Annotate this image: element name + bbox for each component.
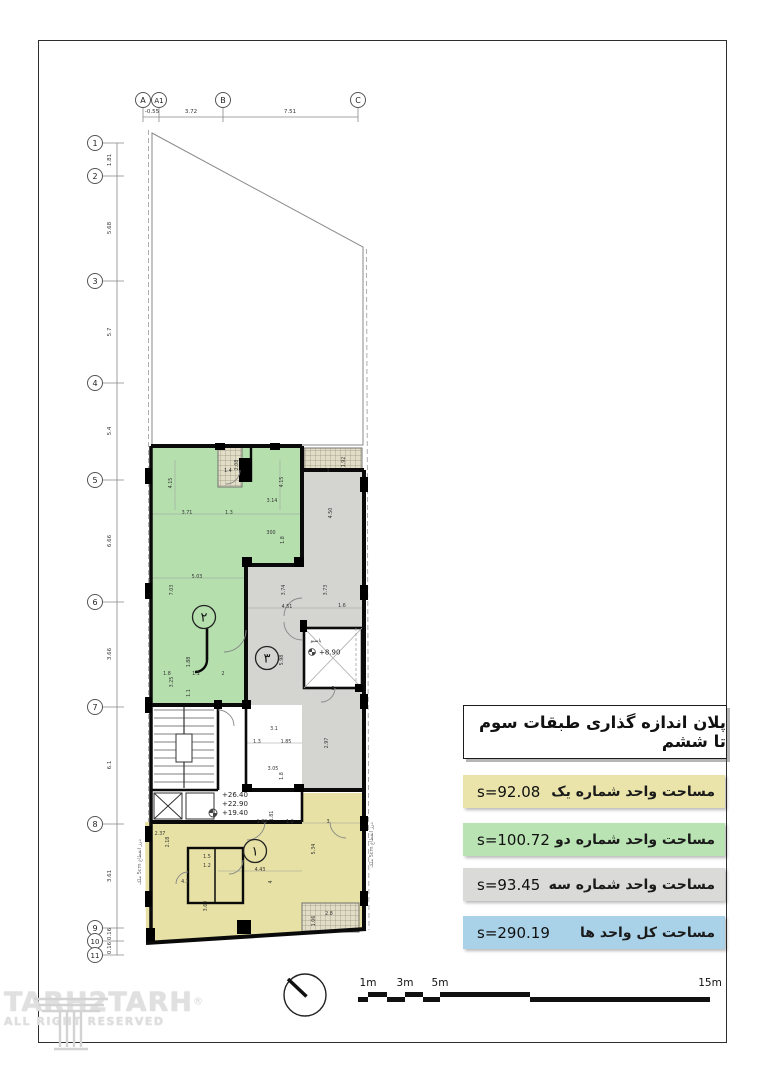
dimension-label: 5.34 bbox=[312, 843, 317, 855]
unit-2-area-label: مساحت واحد شماره دو bbox=[554, 831, 715, 848]
row-dimension: 6.1 bbox=[107, 760, 113, 770]
dimension-label: 1.1 bbox=[187, 689, 192, 697]
title-block bbox=[463, 705, 727, 759]
dimension-label: 4.15 bbox=[280, 476, 285, 488]
row-label: 3 bbox=[92, 277, 98, 286]
dimension-label: 2.8 bbox=[325, 912, 333, 917]
column-label: A1 bbox=[154, 97, 164, 105]
dimension-label: 1.3 bbox=[253, 740, 261, 745]
row-label: 11 bbox=[90, 952, 100, 960]
row-dimension: 3.66 bbox=[107, 647, 113, 661]
dimension-label: 1.4 bbox=[224, 469, 232, 474]
dimension-label: 5.03 bbox=[191, 575, 203, 580]
dimension-label: 3.1 bbox=[270, 727, 278, 732]
column-label: C bbox=[355, 96, 361, 105]
dimension-label: 4.51 bbox=[281, 605, 293, 610]
row-label: 1 bbox=[92, 139, 98, 148]
svg-text:درز انقطاع 5cm ملک: درز انقطاع 5cm ملک bbox=[369, 822, 375, 868]
dimension-label: 3 bbox=[326, 469, 330, 474]
dimension-label: 1.06 bbox=[312, 915, 317, 927]
row-label: 2 bbox=[92, 172, 98, 181]
column-label: B bbox=[220, 96, 226, 105]
row-dimension: 3.61 bbox=[107, 869, 113, 883]
dimension-label: 1.1 bbox=[192, 672, 200, 677]
dimension-label: 3.25 bbox=[170, 676, 175, 688]
dimension-label: 1.89 bbox=[256, 820, 268, 825]
watermark-subtitle: ALL RIGHT RESERVED bbox=[4, 1015, 165, 1028]
registered-mark-icon: ® bbox=[193, 996, 203, 1008]
legend-row-unit-3 bbox=[463, 868, 725, 901]
dimension-label: 3.14 bbox=[266, 499, 278, 504]
row-dimension: 5.68 bbox=[107, 221, 113, 235]
row-label: 4 bbox=[92, 379, 98, 388]
row-dimension: 1.81 bbox=[107, 153, 113, 167]
svg-text:+26.40: +26.40 bbox=[222, 791, 248, 799]
row-dimension: 5.7 bbox=[107, 327, 113, 337]
dimension-label: 3 bbox=[331, 687, 335, 692]
unit-3-area-value: s=93.45 bbox=[477, 875, 541, 894]
legend-row-total bbox=[463, 916, 725, 949]
dimension-label: 1.2 bbox=[203, 864, 211, 869]
scale-bar bbox=[358, 992, 710, 1002]
top-dimension: -0.55 bbox=[144, 109, 160, 115]
dimension-label: 1.8 bbox=[280, 772, 285, 780]
row-label: 9 bbox=[92, 924, 98, 933]
patio-label: پاسیو bbox=[310, 639, 322, 644]
row-label: 5 bbox=[92, 476, 98, 485]
unit-3-area-label: مساحت واحد شماره سه bbox=[548, 876, 715, 893]
scale-label-3m: 3m bbox=[396, 977, 414, 989]
top-dimension: 3.72 bbox=[184, 109, 198, 115]
dimension-label: 7.03 bbox=[170, 584, 175, 596]
dimension-label: 4.15 bbox=[169, 477, 174, 489]
unit-number: ١ bbox=[251, 844, 259, 860]
unit-number: ٢ bbox=[200, 610, 208, 626]
unit-number: ٣ bbox=[263, 651, 271, 667]
scale-label-15m: 15m bbox=[698, 977, 722, 989]
watermark-name: TARH2TARH bbox=[4, 987, 193, 1018]
svg-text:+19.40: +19.40 bbox=[222, 809, 248, 817]
dimension-label: 3.73 bbox=[324, 584, 329, 596]
unit-1-area-label: مساحت واحد شماره یک bbox=[551, 783, 715, 800]
row-dimension: 6.66 bbox=[107, 534, 113, 548]
watermark bbox=[4, 987, 203, 1032]
scale-label-1m: 1m bbox=[359, 977, 377, 989]
dimension-label: 1.88 bbox=[187, 656, 192, 668]
dimension-label: 3 bbox=[326, 820, 330, 825]
total-area-value: s=290.19 bbox=[477, 923, 550, 942]
dimension-label: 1.8 bbox=[163, 672, 171, 677]
dimension-label: 1.8 bbox=[281, 536, 286, 544]
top-dimension: 7.51 bbox=[283, 109, 297, 115]
dimension-label: 1.2 bbox=[286, 820, 294, 825]
scale-label-5m: 5m bbox=[431, 977, 449, 989]
dimension-label: 3.05 bbox=[267, 767, 279, 772]
dimension-label: 5.98 bbox=[280, 654, 285, 666]
legend-row-unit-2 bbox=[463, 823, 725, 856]
dimension-label: 3.63 bbox=[204, 900, 209, 912]
row-label: 7 bbox=[92, 703, 98, 712]
dimension-label: 4.50 bbox=[329, 507, 334, 519]
dimension-label: 1.92 bbox=[342, 456, 347, 468]
unit-2-area-value: s=100.72 bbox=[477, 830, 550, 849]
column-label: A bbox=[140, 96, 146, 105]
dimension-label: 4.1 bbox=[181, 880, 189, 885]
row-dimension: 0.16 bbox=[107, 941, 113, 955]
dimension-label: 2.97 bbox=[325, 737, 330, 749]
dimension-label: 2.08 bbox=[235, 459, 240, 471]
legend-row-unit-1 bbox=[463, 775, 725, 808]
row-label: 10 bbox=[90, 938, 100, 946]
dimension-label: 4.43 bbox=[254, 868, 266, 873]
dimension-label: 300 bbox=[266, 531, 276, 536]
row-label: 8 bbox=[92, 820, 98, 829]
row-dimension: 0.16 bbox=[107, 927, 113, 941]
row-label: 6 bbox=[92, 598, 98, 607]
dimension-label: 1.3 bbox=[225, 511, 233, 516]
pillar-logo-icon bbox=[26, 993, 116, 1055]
patio-void bbox=[304, 628, 362, 688]
svg-text:+22.90: +22.90 bbox=[222, 800, 248, 808]
dimension-label: 1.5 bbox=[203, 855, 211, 860]
unit-1-area-value: s=92.08 bbox=[477, 782, 541, 801]
plan-title: پلان اندازه گذاری طبقات سوم تا ششم bbox=[478, 713, 726, 751]
dimension-label: 2.37 bbox=[154, 832, 166, 837]
dimension-label: 1.81 bbox=[270, 810, 275, 822]
svg-text:درز انقطاع 5cm ملک: درز انقطاع 5cm ملک bbox=[137, 839, 143, 885]
dimension-label: 1.85 bbox=[280, 740, 292, 745]
row-dimension: 5.4 bbox=[107, 426, 113, 436]
dimension-label: 3.71 bbox=[181, 511, 193, 516]
dimension-label: 1.6 bbox=[338, 604, 346, 609]
north-arrow bbox=[284, 974, 326, 1016]
patio-level-value: +8.90 bbox=[319, 648, 341, 657]
dimension-label: 4 bbox=[269, 880, 274, 884]
dimension-label: 3.74 bbox=[282, 584, 287, 596]
total-area-label: مساحت کل واحد ها bbox=[580, 924, 715, 941]
dimension-label: 2 bbox=[221, 672, 225, 677]
dimension-label: 2.18 bbox=[166, 836, 171, 848]
